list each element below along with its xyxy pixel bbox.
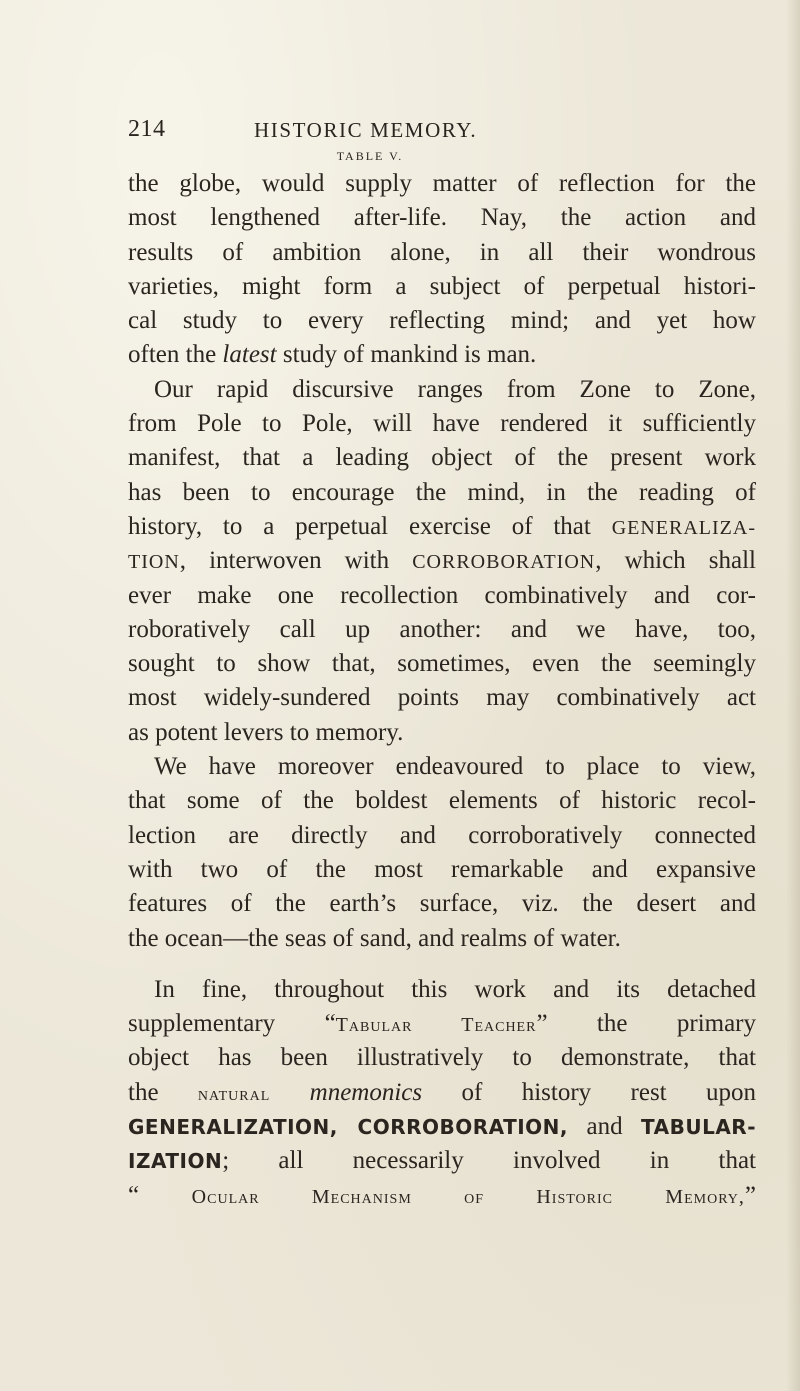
text-line: features of the earth’s surface, viz. the desert and [128,890,756,918]
text-line: the globe, would supply matter of reflection for the [128,170,756,197]
text-line [128,1110,756,1144]
text-line: from Pole to Pole, will have rendered it sufficiently [128,410,756,438]
text-run: and [568,1113,642,1141]
text-line: Our rapid discursive ranges from Zone to Zone, [154,375,756,403]
bold-caps-run: TABULAR- [641,1115,756,1140]
text-run: often the [128,341,223,369]
running-title: HISTORIC MEMORY. [254,118,478,142]
text-line [128,338,756,372]
text-line: sought to show that, sometimes, even the seemingly [128,650,756,678]
text-line: results of ambition alone, in all their wondrous [128,238,756,266]
text-line: as potent levers to memory. [128,718,404,746]
text-run: ” the primary [536,1010,757,1038]
small-caps-run: GENERALIZA- [611,516,756,539]
text-line: the ocean—the seas of sand, and realms of water. [128,924,621,952]
text-line [128,1076,756,1110]
text-run: ” [744,1181,756,1209]
text-run: “ [128,1181,192,1209]
text-line: has been to encourage the mind, in the reading of [128,478,756,506]
page-edge-shadow [786,0,800,1391]
text-line: that some of the boldest elements of historic recol- [128,787,756,815]
bold-caps-run: GENERALIZATION, CORROBORATION, [128,1115,569,1140]
text-line [128,1179,756,1213]
paragraph-gap [128,956,756,973]
running-head [128,116,708,148]
text-run: study of mankind is man. [276,341,537,369]
small-caps-run: TION [128,551,180,574]
text-line: lection are directly and corroboratively connected [128,821,756,849]
text-line: most lengthened after-life. Nay, the action and [128,204,756,232]
italic-run: latest [222,341,277,369]
text-run: supplementary “ [128,1010,336,1038]
text-line: varieties, might form a subject of perpetual histori- [128,272,756,300]
text-run: ; all necessarily involved in that [222,1147,756,1175]
page-number: 214 [128,116,166,142]
text-line: most widely-sundered points may combinatively act [128,684,756,712]
text-run: of history rest upon [422,1078,756,1106]
text-run: history, to a perpetual exercise of that [128,512,612,540]
text-line: manifest, that a leading object of the present work [128,444,756,472]
text-line: ever make one recollection combinatively and cor- [128,581,756,609]
small-caps-run: Tabular Teacher [335,1014,537,1037]
body-text [128,167,756,1213]
text-line [128,1144,756,1178]
small-caps-run: CORROBORATION [412,551,596,574]
text-line [128,510,756,544]
text-line: We have moreover endeavoured to place to view, [154,753,756,781]
text-line [128,544,756,578]
table-label: TABLE V. [336,149,404,163]
text-run: , interwoven with [179,547,413,575]
text-line: object has been illustratively to demonstrate, that [128,1044,756,1072]
italic-run: mnemonics [309,1078,423,1106]
text-line: In fine, throughout this work and its detached [154,975,756,1003]
text-line [128,1007,756,1041]
small-caps-run: Ocular Mechanism of Historic Memory, [191,1185,745,1208]
bold-caps-run: IZATION [128,1149,223,1174]
text-line: roboratively call up another: and we have, too, [128,615,756,643]
text-line: with two of the most remarkable and expansive [128,855,756,883]
small-caps-run: natural [197,1082,271,1105]
text-run: , which shall [595,547,756,575]
text-run: the [128,1078,198,1106]
text-line: cal study to every reflecting mind; and yet how [128,307,756,335]
